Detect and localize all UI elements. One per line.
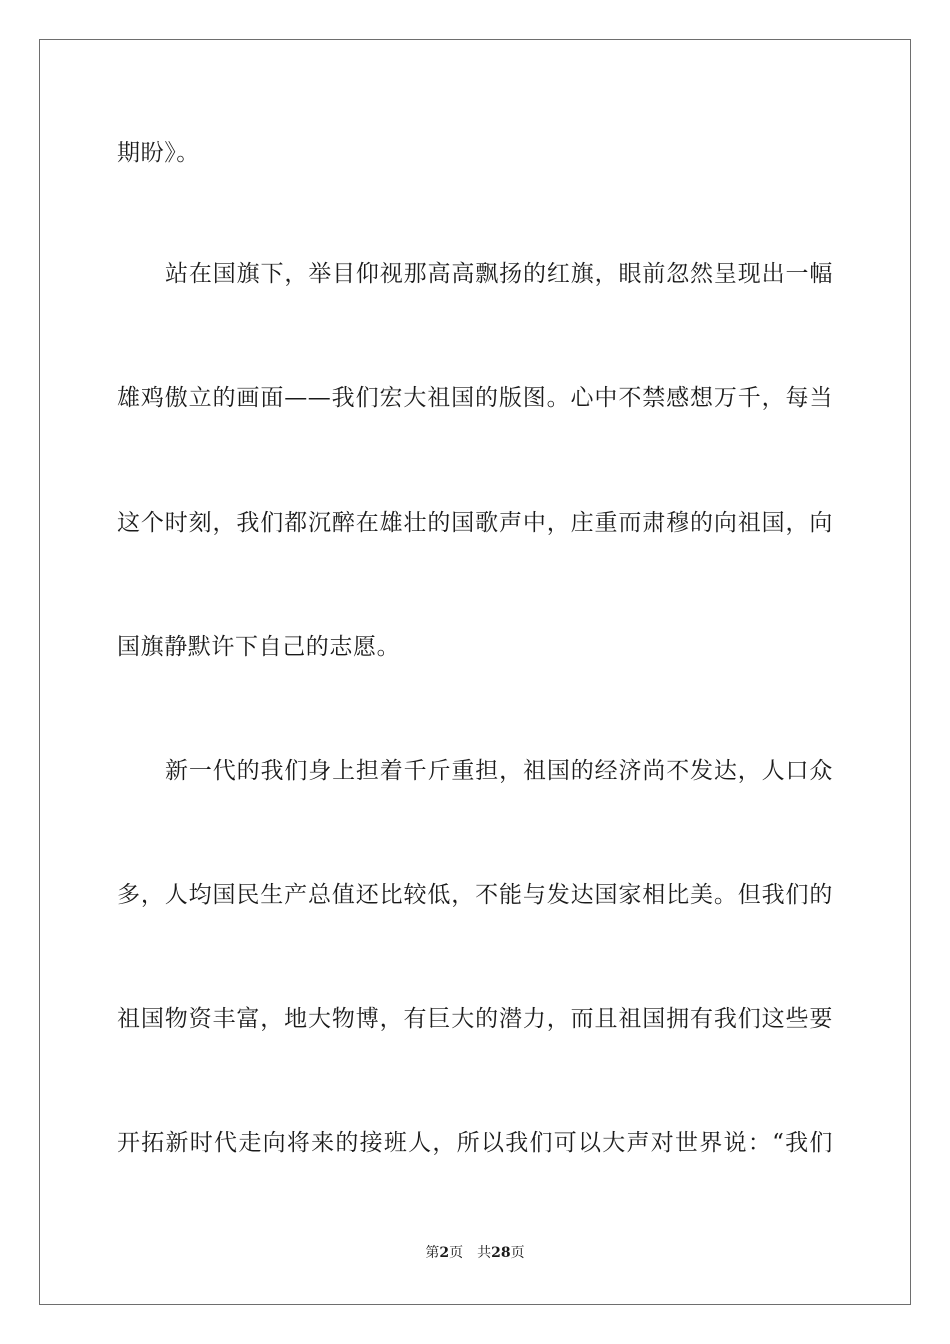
page-border: [39, 39, 911, 1305]
text-line-5: 国旗静默许下自己的志愿。: [117, 634, 401, 660]
text-line-2: 站在国旗下，举目仰视那高高飘扬的红旗，眼前忽然呈现出一幅: [165, 261, 833, 287]
page-suffix: 页: [449, 1245, 464, 1261]
total-prefix: 共: [477, 1245, 492, 1261]
page-footer: [0, 1244, 950, 1262]
total-suffix: 页: [510, 1245, 525, 1261]
text-line-9: 开拓新时代走向将来的接班人，所以我们可以大声对世界说：“我们: [117, 1130, 833, 1156]
text-line-1: 期盼》。: [117, 140, 200, 166]
text-line-7: 多，人均国民生产总值还比较低，不能与发达国家相比美。但我们的: [117, 882, 833, 908]
page-number: 2: [439, 1245, 450, 1261]
text-line-4: 这个时刻，我们都沉醉在雄壮的国歌声中，庄重而肃穆的向祖国，向: [117, 510, 833, 536]
text-line-6: 新一代的我们身上担着千斤重担，祖国的经济尚不发达，人口众: [165, 758, 833, 784]
text-line-8: 祖国物资丰富，地大物博，有巨大的潜力，而且祖国拥有我们这些要: [117, 1006, 833, 1032]
total-pages: 28: [491, 1245, 511, 1261]
page-prefix: 第: [425, 1245, 440, 1261]
text-line-3: 雄鸡傲立的画面——我们宏大祖国的版图。心中不禁感想万千，每当: [117, 385, 833, 411]
